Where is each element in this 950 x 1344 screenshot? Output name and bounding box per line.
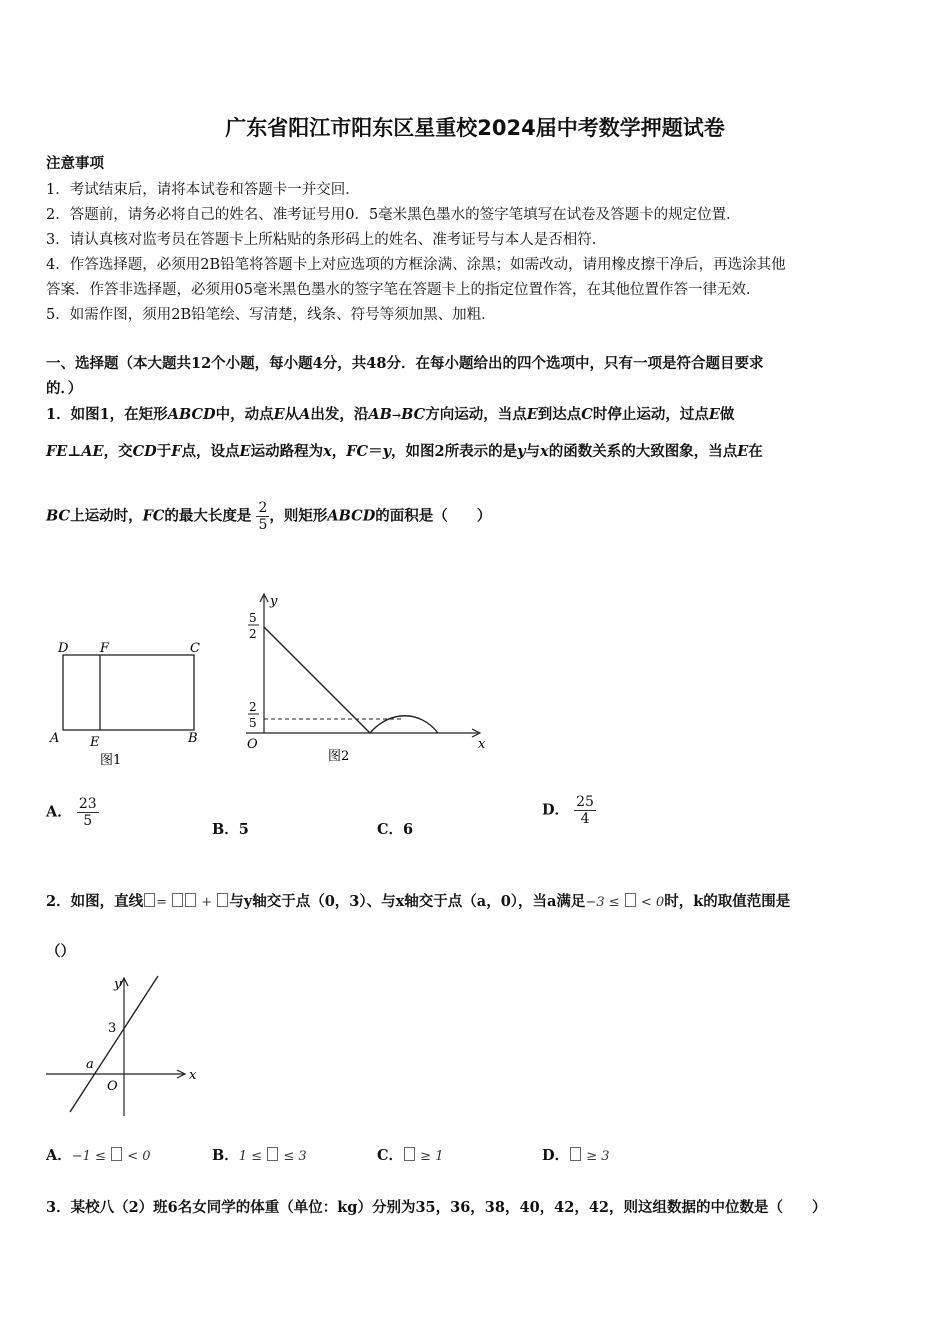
q1-line3: BC上运动时，FC的最大长度是 $\frac{2}{5}$ ，则矩形ABCD的面积是（ ）	[46, 500, 492, 533]
label-f: F	[100, 641, 110, 656]
figure1-caption: 图1	[100, 753, 122, 768]
q1-line1: 1．如图1，在矩形ABCD中，动点E从A出发，沿AB→BC方向运动，当点E到达点C时停止运动，过点E做	[46, 406, 735, 423]
notice-item: 1．考试结束后，请将本试卷和答题卡一并交回．	[46, 182, 360, 198]
fraction: $\frac{2}{5}$	[258, 500, 268, 533]
q1-option-c[interactable]: C．6	[377, 821, 414, 838]
label-b: B	[188, 731, 198, 746]
label-e: E	[90, 735, 100, 750]
origin-label: O	[247, 737, 258, 752]
notice-item: 5．如需作图，须用2B铅笔绘、写清楚，线条、符号等须加黑、加粗．	[46, 307, 496, 323]
q2-line1: 2．如图，直线 = + 与y轴交于点（0，3）、与x轴交于点（a，0），当a满足−3 ≤ < 0时，k的取值范围是	[46, 893, 791, 910]
tick-5-2-num: 5	[249, 611, 257, 625]
notice-item: 3．请认真核对监考员在答题卡上所粘贴的条形码上的姓名、准考证号与本人是否相符．	[46, 232, 607, 248]
label-d: D	[58, 641, 69, 656]
graph-descending-line	[264, 627, 370, 733]
notice-item: 2．答题前，请务必将自己的姓名、准考证号用0．5毫米黑色墨水的签字笔填写在试卷及答题卡的规定位置．	[46, 207, 741, 223]
graph-arc	[370, 716, 438, 733]
section-heading: 一、选择题（本大题共12个小题，每小题4分，共48分．在每小题给出的四个选项中，只有一项是符合题目要求	[46, 355, 764, 372]
y-label: y	[270, 594, 278, 609]
tick-5-2-den: 2	[249, 627, 257, 641]
q1-option-b[interactable]: B．5	[212, 821, 249, 838]
q2-option-a[interactable]: A．−1 ≤ < 0	[46, 1147, 151, 1164]
section-heading-cont: 的．）	[46, 380, 83, 397]
q2-figure	[44, 970, 214, 1120]
label-a: A	[50, 731, 60, 746]
intercept-a-label: a	[86, 1057, 94, 1072]
origin-label: O	[107, 1079, 118, 1094]
tick-2-5-num: 2	[249, 700, 257, 714]
notice-item: 4．作答选择题，必须用2B铅笔将答题卡上对应选项的方框涂满、涂黑；如需改动，请用橡皮擦干净后，再选涂其他	[46, 257, 786, 273]
page-title: 广东省阳江市阳东区星重校2024届中考数学押题试卷	[225, 116, 725, 140]
q1-line2: FE⊥AE，交CD于F点，设点E运动路程为x，FC＝y，如图2所表示的是y与x的函数关系的大致图象，当点E在	[46, 443, 763, 460]
tick-2-5-den: 5	[249, 716, 257, 730]
rectangle-abcd	[63, 655, 194, 730]
q1-option-a[interactable]: A． $\frac{23}{5}$	[46, 796, 97, 829]
y-label: y	[114, 977, 122, 992]
intercept-3-label: 3	[108, 1021, 117, 1036]
label-c: C	[190, 641, 200, 656]
q1-figure1	[44, 634, 214, 774]
notice-item: 答案．作答非选择题，必须用05毫米黑色墨水的签字笔在答题卡上的指定位置作答，在其他位置作答一律无效．	[46, 282, 761, 298]
q1-figure2	[240, 590, 500, 770]
q2-option-d[interactable]: D． ≥ 3	[542, 1147, 610, 1164]
q1-option-d[interactable]: D． $\frac{25}{4}$	[542, 794, 594, 827]
figure2-caption: 图2	[328, 749, 350, 764]
x-label: x	[189, 1068, 197, 1083]
q3-text: 3．某校八（2）班6名女同学的体重（单位：kg）分别为35，36，38，40，42，42，则这组数据的中位数是（ ）	[46, 1199, 827, 1216]
q2-option-c[interactable]: C． ≥ 1	[377, 1147, 444, 1164]
notice-heading: 注意事项	[46, 155, 104, 172]
q2-paren: （）	[46, 943, 75, 960]
x-label: x	[478, 737, 486, 752]
q2-option-b[interactable]: B．1 ≤ ≤ 3	[212, 1147, 307, 1164]
